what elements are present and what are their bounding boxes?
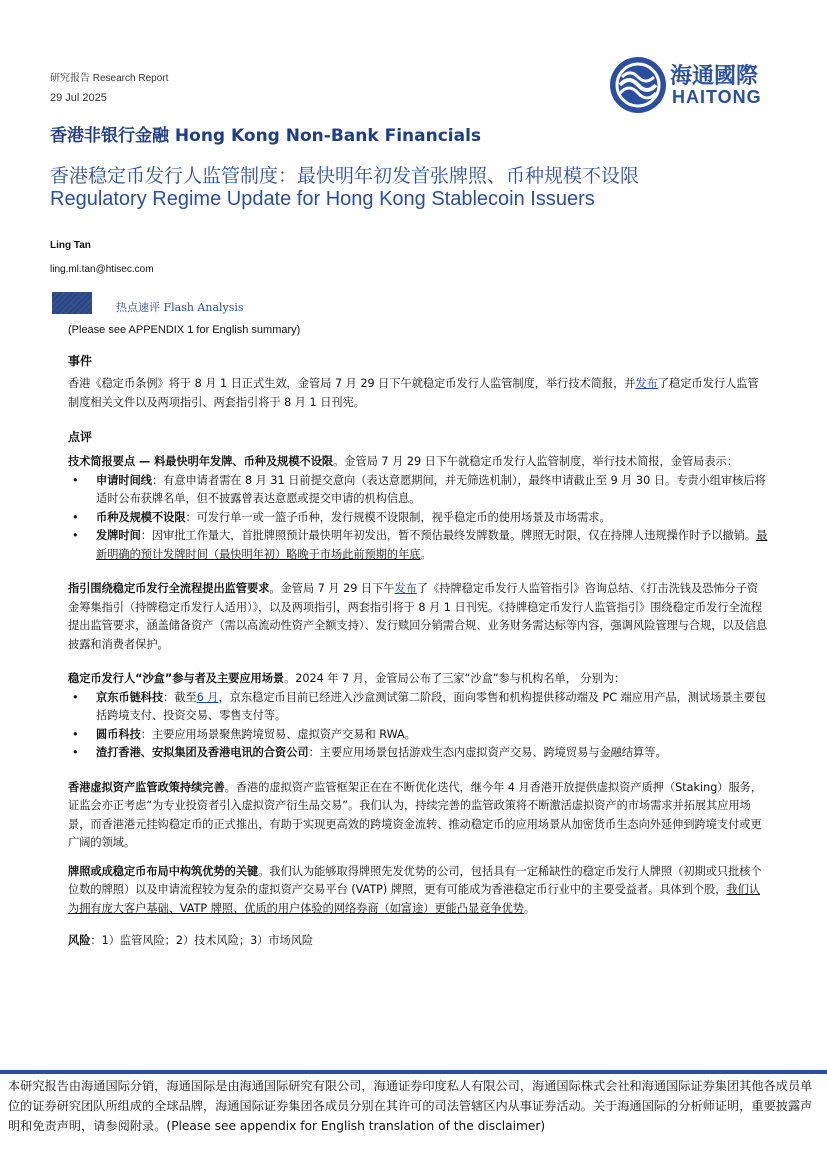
flash-analysis-badge [52, 292, 92, 314]
bullet-text-a: ：截至 [163, 690, 197, 704]
bullet-label: 渣打香港、安拟集团及香港电讯的合资公司 [96, 746, 309, 759]
list-item: • 渣打香港、安拟集团及香港电讯的合资公司：主要应用场景包括游戏生态内虚拟资产交易、跨境贸易与金融结算等。 [72, 746, 667, 759]
paragraph-sandbox [68, 670, 768, 689]
list-item: • 币种及规模不设限：可发行单一或一篮子币种，发行规模不设限制，视乎稳定币的使用场景及市场需求。 [72, 510, 611, 524]
paragraph-license [68, 863, 768, 919]
risk-text: ：1）监管风险；2）技术风险；3）市场风险 [90, 934, 314, 947]
sandbox-text: 。2024 年 7 月，金管局公布了三家“沙盒”参与机构名单， 分别为： [284, 672, 626, 685]
bullet-label: 币种及规模不设限 [96, 510, 186, 524]
guidelines-lead: 指引围绕稳定币发行全流程提出监管要求 [68, 582, 270, 595]
bullet-underline: 最新明确的预计发牌时间（最快明年初）略晚于市场此前预期的年底 [96, 529, 768, 561]
june-link[interactable]: 6 月 [196, 690, 219, 704]
author-email[interactable]: ling.ml.tan@htisec.com [50, 264, 154, 275]
bullet-tail: 。 [420, 547, 432, 561]
flash-analysis-label: 热点速评 Flash Analysis [116, 301, 244, 314]
guidelines-publish-link[interactable]: 发布 [394, 582, 417, 595]
event-text-b: 了稳定币发行人监管制度相关文件以及两项指引、两套指引将于 8 月 1 日刊宪。 [68, 377, 759, 409]
paragraph-guidelines [68, 580, 768, 654]
bullet-label: 申请时间线 [96, 473, 152, 487]
author-name: Ling Tan [50, 240, 91, 251]
risk-lead: 风险 [68, 934, 91, 947]
event-paragraph [68, 375, 768, 412]
list-item: • 圆币科技：主要应用场景聚焦跨境贸易、虚拟资产交易和 RWA。 [72, 727, 416, 741]
bullet-text: ：因审批工作量大，首批牌照预计最快明年初发出，暂不预估最终发牌数量。牌照无时限，仅在持牌人违规操作时予以撤销。 [140, 529, 757, 542]
haitong-logo [608, 55, 778, 115]
license-text: 。我们认为能够取得牌照先发优势的公司，包括具有一定稀缺性的稳定币发行人牌照（初期或只批核个位数的牌照）以及申请流程较为复杂的虚拟资产交易平台 (VATP) 牌照，更有可能成为香港稳定币行业中的主要受益者。具体到个股， [68, 864, 762, 896]
tech-briefing-text: 。金管局 7 月 29 日下午就稳定币发行人监管制度，举行技术简报，金管局表示： [333, 455, 738, 468]
guidelines-text-a: 。金管局 7 月 29 日下午 [269, 582, 395, 595]
report-body [68, 352, 768, 951]
bullet-text-a: ：主要应用场景聚焦跨境贸易、虚拟资产交易和 RWA。 [140, 727, 416, 741]
footer-disclaimer: 本研究报告由海通国际分销，海通国际是由海通国际研究有限公司，海通证券印度私人有限公司，海通国际株式会社和海通国际证券集团其他各成员单位的证券研究团队所组成的全球品牌，海通国际证券集团各成员分别在其许可的司法管辖区内从事证券活动。关于海通国际的分析师证明，重要披露声明和免责声明，请参阅附录。(Please see appendix for English translation of the disclaimer) [8, 1079, 813, 1133]
report-title-en: Regulatory Regime Update for Hong Kong Stablecoin Issuers [50, 188, 595, 210]
logo-cn-text: 海通國際 [670, 64, 759, 89]
bullet-text: ：有意申请者需在 8 月 31 日前提交意向（表达意愿期间，并无筛选机制），最终申请截止至 9 月 30 日。专责小组审核后将适时公布获牌名单，但不披露曾表达意愿或提交申请的机构信息。 [96, 473, 766, 505]
license-underline: 我们认为拥有庞大客户基础、VATP 牌照、优质的用户体验的网络券商（如富途）更能凸显竞争优势 [68, 883, 761, 915]
appendix-note: (Please see APPENDIX 1 for English summary) [68, 324, 301, 336]
guidelines-text-b: 了《持牌稳定币发行人监管指引》咨询总结、《打击洗钱及恐怖分子资金筹集指引（持牌稳定币发行人适用）》，以及两项指引，两套指引将于 8 月 1 日刊宪。《持牌稳定币发行人监管指引》围绕稳定币发行全流程提出监管要求，涵盖储备资产（需以高流动性资产全额支持）、发行赎回分销需合规、业务财务需达标等内容，强调风险管理与合规，以及信息披露和消费者保护。 [68, 582, 768, 651]
report-date: 29 Jul 2025 [50, 92, 107, 104]
bullet-text-a: ：主要应用场景包括游戏生态内虚拟资产交易、跨境贸易与金融结算等。 [308, 746, 667, 759]
bullet-label: 发牌时间 [96, 529, 141, 542]
paragraph-va-regulation [68, 779, 768, 853]
bullet-label: 圆币科技 [96, 727, 141, 741]
report-title-cn: 香港稳定币发行人监管制度：最快明年初发首张牌照、币种规模不设限 [50, 165, 640, 187]
haitong-emblem-icon [608, 55, 668, 115]
footer-divider [0, 1070, 827, 1074]
event-publish-link[interactable]: 发布 [635, 377, 658, 390]
va-regulation-lead: 香港虚拟资产监管政策持续完善 [68, 780, 225, 794]
sector-title: 香港非银行金融 Hong Kong Non-Bank Financials [50, 126, 482, 146]
license-lead: 牌照或成稳定币布局中构筑优势的关键 [68, 864, 259, 878]
comment-heading: 点评 [68, 430, 93, 444]
event-text-a: 香港《稳定币条例》将于 8 月 1 日正式生效，金管局 7 月 29 日下午就稳定币发行人监管制度，举行技术简报，并 [68, 377, 636, 390]
event-heading: 事件 [68, 354, 93, 368]
paragraph-tech-briefing [68, 453, 768, 472]
va-regulation-text: 。香港的虚拟资产监管框架正在在不断优化迭代，继今年 4 月香港开放提供虚拟资产质押（Staking）服务，证监会亦正考虑“为专业投资者引入虚拟资产衍生品交易”。我们认为，持续完善的监管政策将不断激活虚拟资产的市场需求并拓展其应用场景，而香港港元挂钩稳定币的正式推出，有助于实现更高效的跨境资金流转、推动稳定币的应用场景从加密货币生态向外延伸到跨境支付或更广阔的领域。 [68, 780, 763, 849]
tech-briefing-lead: 技术简报要点 — 料最快明年发牌、币种及规模不设限 [68, 455, 334, 468]
bullet-text-b: ，京东稳定币目前已经进入沙盒测试第二阶段，面向零售和机构提供移动端及 PC 端应用产品，测试场景主要包括跨境支付、投资交易、零售支付等。 [96, 690, 767, 722]
list-item: • 京东币链科技：截至6 月，京东稳定币目前已经进入沙盒测试第二阶段，面向零售和机构提供移动端及 PC 端应用产品，测试场景主要包括跨境支付、投资交易、零售支付等。 [72, 690, 767, 722]
license-tail: 。 [523, 901, 536, 915]
logo-en-text: HAITONG [672, 87, 762, 107]
report-type: 研究报告 Research Report [50, 73, 169, 84]
paragraph-risk [68, 932, 768, 951]
sandbox-lead: 稳定币发行人“沙盒”参与者及主要应用场景 [68, 672, 285, 685]
list-item: • 发牌时间：因审批工作量大，首批牌照预计最快明年初发出，暂不预估最终发牌数量。牌照无时限，仅在持牌人违规操作时予以撤销。最新明确的预计发牌时间（最快明年初）略晚于市场此前预期的年底。 [72, 529, 768, 561]
bullet-label: 京东币链科技 [96, 690, 164, 704]
bullet-text: ：可发行单一或一篮子币种，发行规模不设限制，视乎稳定币的使用场景及市场需求。 [185, 510, 611, 524]
tech-briefing-bullets [68, 472, 768, 565]
sandbox-bullets [68, 689, 768, 763]
list-item: • 申请时间线：有意申请者需在 8 月 31 日前提交意向（表达意愿期间，并无筛选机制），最终申请截止至 9 月 30 日。专责小组审核后将适时公布获牌名单，但不披露曾表达意愿或提交申请的机构信息。 [72, 473, 766, 505]
